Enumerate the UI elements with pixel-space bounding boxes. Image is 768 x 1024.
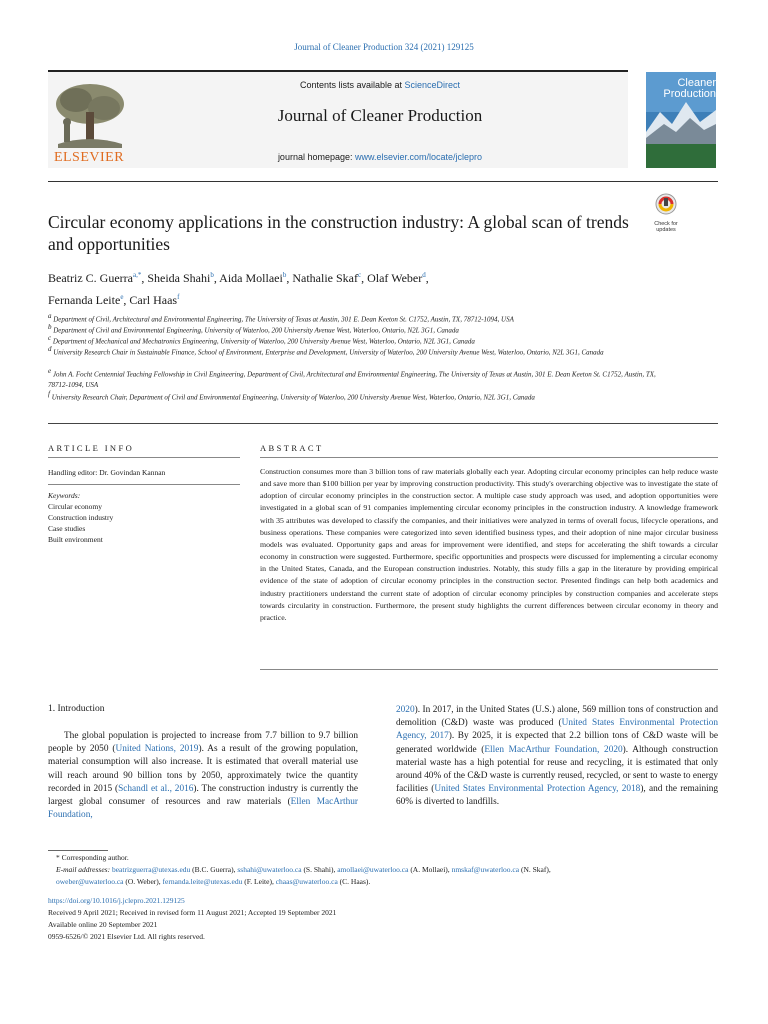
article-info-rule <box>48 457 240 458</box>
author-name[interactable]: Aida Mollaei <box>219 271 283 285</box>
reference-link[interactable]: Ellen MacArthur Foundation, 2020 <box>484 744 623 755</box>
check-updates-icon <box>646 192 686 216</box>
affiliation-d: $^d$ University Research Chair in Sustainable Finance, School of Environment, Enterprise and Development, University of Waterloo, 200 University Avenue West, Waterloo, Ontario, N2L 3G1, Canada <box>48 345 604 357</box>
author-affiliation-mark[interactable]: f <box>177 293 180 301</box>
copyright: 0959-6526/© 2021 Elsevier Ltd. All rights reserved. <box>48 932 205 942</box>
author-affiliation-mark[interactable]: d <box>422 271 426 279</box>
available-online: Available online 20 September 2021 <box>48 920 158 930</box>
affiliation-c: $^c$ Department of Mechanical and Mechatronics Engineering, University of Waterloo, 200 University Avenue West, Waterloo, Ontario, N2L 3G1, Canada <box>48 334 475 346</box>
reference-link[interactable]: 2020 <box>396 705 415 715</box>
doi-link[interactable]: https://doi.org/10.1016/j.jclepro.2021.129125 <box>48 895 185 905</box>
abstract-text: Construction consumes more than 3 billion tons of raw materials globally each year. Adopting circular economy principles can help reduce waste and save more than $100 billion per year by improving construction productivity. This study's overarching objective was to investigate the state of adoption of circular economy principles in the construction sector. A multiple case study approach was used, and adoption opportunities were investigated in a global scan of 91 companies implementing circular economy principles in the construction industry. A knowledge framework with 35 attributes was developed to classify the companies, and their initiatives were analyzed in terms of overall focus, lifecycle operations, and business operations. These companies were categorized into seven identified business types, and their adoption of nine major circular business models was evaluated. Opportunity gaps and areas for improvement were identified, and steps for accelerating the shift towards a circular economy in construction were suggested. Furthermore, specific opportunities and prospects were discussed for implementing a circular economy in the United States, Canada, and the European construction industries. Notably, this study fills a gap in the literature by providing empirical evidence of the state of adoption of circular economy principles in the construction sector. Presented findings can help both academics and industry practitioners understand the current state of adoption of circular economy principles by construction companies and accelerate steps towards circularity in construction. Furthermore, the present study highlights the current differences between circular economy in theory and practice. <box>260 467 718 622</box>
author-name[interactable]: Sheida Shahi <box>147 271 211 285</box>
keyword-item: Built environment <box>48 535 103 544</box>
cover-title: Cleaner Production <box>663 77 716 100</box>
contents-prefix: Contents lists available at <box>299 80 405 90</box>
author-affiliation-mark[interactable]: e <box>120 293 124 301</box>
handling-editor: Handling editor: Dr. Govindan Kannan <box>48 468 166 477</box>
reference-link[interactable]: United Nations, 2019 <box>115 744 199 755</box>
homepage-link[interactable]: www.elsevier.com/locate/jclepro <box>355 152 483 162</box>
email-link[interactable]: chaas@uwaterloo.ca <box>275 877 338 887</box>
sciencedirect-link[interactable]: ScienceDirect <box>404 80 461 90</box>
email-link[interactable]: amollaei@uwaterloo.ca <box>337 865 409 875</box>
section-rule <box>48 423 718 424</box>
email-link[interactable]: sshahi@uwaterloo.ca <box>237 865 302 875</box>
email-link[interactable]: fernanda.leite@utexas.edu <box>162 877 243 887</box>
check-updates-label: Check for updates <box>654 221 678 233</box>
keyword-item: Circular economy <box>48 502 102 511</box>
author-name[interactable]: Olaf Weber <box>367 271 423 285</box>
keyword-item: Case studies <box>48 524 86 533</box>
author-name[interactable]: Fernanda Leite <box>48 293 121 307</box>
journal-name: Journal of Cleaner Production <box>277 106 483 125</box>
email-link[interactable]: nmskaf@uwaterloo.ca <box>451 865 520 875</box>
author-affiliation-mark[interactable]: b <box>210 271 214 279</box>
abstract-heading: ABSTRACT <box>260 443 324 453</box>
reference-link[interactable]: Ellen MacArthur Foundation, <box>48 797 359 821</box>
homepage-label: journal homepage: <box>277 152 355 162</box>
affiliation-e: $^e$ John A. Focht Centennial Teaching Fellowship in Civil Engineering, Department of Civil, Architectural and Environmental Engineering, The University of Texas at Austin, 301 E. Dean Keeton St. C1752, Austin, TX, 78712-1094, USA <box>48 367 656 389</box>
footnote-rule <box>48 850 108 851</box>
email-addresses: E-mail addresses: beatrizguerra@utexas.edu (B.C. Guerra), sshahi@uwaterloo.ca (S. Shahi), amollaei@uwaterloo.ca (A. Mollaei), nmskaf@uwaterloo.ca (N. Skaf), oweber@uwaterloo.ca (O. Weber), fernanda.leite@utexas.edu (F. Leite), chaas@uwaterloo.ca (C. Haas). <box>56 865 551 887</box>
author-affiliation-mark[interactable]: c <box>357 271 362 279</box>
contents-line <box>140 80 620 90</box>
affiliation-f: $^f$ University Research Chair, Department of Civil and Environmental Engineering, University of Waterloo, 200 University Avenue West, Waterloo, Ontario, N2L 3G1, Canada <box>48 390 535 402</box>
abstract-rule <box>260 457 718 458</box>
footnotes <box>48 852 718 943</box>
publisher-name: ELSEVIER <box>53 150 125 165</box>
header-bottom-rule <box>48 181 718 182</box>
check-for-updates-badge[interactable] <box>646 192 686 233</box>
intro-paragraph-left: The global population is projected to increase from 7.7 billion to 9.7 billion people by 2050 (United Nations, 2019). As a result of the growing population, material consumption will also increase. It is estimated that overall material use will reach around 90 billion tons by 2050, approximately twice the quantity recorded in 2015 (Schandl et al., 2016). The construction industry is currently the largest global consumer of resources and raw materials (Ellen MacArthur Foundation, <box>48 731 359 821</box>
email-link[interactable]: oweber@uwaterloo.ca <box>56 877 124 887</box>
corresponding-author-note: * Corresponding author. <box>56 853 129 862</box>
reference-link[interactable]: Schandl et al., 2016 <box>118 783 194 794</box>
author-list: Beatriz C. Guerra$^{a,*}$, Sheida Shahi$^b$, Aida Mollaei$^b$, Nathalie Skaf$^c$, Olaf Weber$^d$, Fernanda Leite$^e$, Carl Haas$^f$ <box>48 271 429 307</box>
author-name[interactable]: Nathalie Skaf <box>292 271 358 285</box>
keyword-item: Construction industry <box>48 513 114 522</box>
keywords-rule <box>48 484 240 485</box>
email-link[interactable]: beatrizguerra@utexas.edu <box>111 865 191 875</box>
homepage-line <box>140 152 620 162</box>
author-name[interactable]: Beatriz C. Guerra <box>48 271 133 285</box>
affiliation-b: $^b$ Department of Civil and Environmental Engineering, University of Waterloo, 200 University Avenue West, Waterloo, Ontario, N2L 3G1, Canada <box>48 323 459 335</box>
journal-citation-link[interactable]: Journal of Cleaner Production 324 (2021) 129125 <box>294 42 474 52</box>
reference-link[interactable]: United States Environmental Protection Agency, 2017 <box>396 718 718 742</box>
author-affiliation-mark[interactable]: a,* <box>132 271 142 279</box>
received-dates: Received 9 April 2021; Received in revised form 11 August 2021; Accepted 19 September 2021 <box>48 907 337 917</box>
article-info-heading: ARTICLE INFO <box>48 443 135 453</box>
article-title: Circular economy applications in the construction industry: A global scan of trends and opportunities <box>48 212 629 254</box>
section-heading-introduction: 1. Introduction <box>48 704 105 714</box>
keywords-label: Keywords: <box>48 491 81 500</box>
intro-paragraph-right: 2020). In 2017, in the United States (U.S.) alone, 569 million tons of construction and demolition (C&D) waste was produced (United States Environmental Protection Agency, 2017). By 2025, it is expected that 2.2 billion tons of C&D waste will be generated worldwide (Ellen MacArthur Foundation, 2020). Although construction material waste has a high potential for reuse and recycling, it is estimated that only around 40% of the C&D waste is currently reused, recycled, or sent to waste to energy facilities (United States Environmental Protection Agency, 2018), and the remaining 60% is diverted to landfills. <box>396 705 719 808</box>
abstract-bottom-rule <box>260 669 718 670</box>
author-affiliation-mark[interactable]: b <box>282 271 287 279</box>
reference-link[interactable]: United States Environmental Protection Agency, 2018 <box>434 784 641 795</box>
affiliation-a: $^a$ Department of Civil, Architectural and Environmental Engineering, The University of Texas at Austin, 301 E. Dean Keeton St. C1752, Austin, TX, 78712-1094, USA <box>48 312 514 324</box>
author-name[interactable]: Carl Haas <box>129 293 178 307</box>
